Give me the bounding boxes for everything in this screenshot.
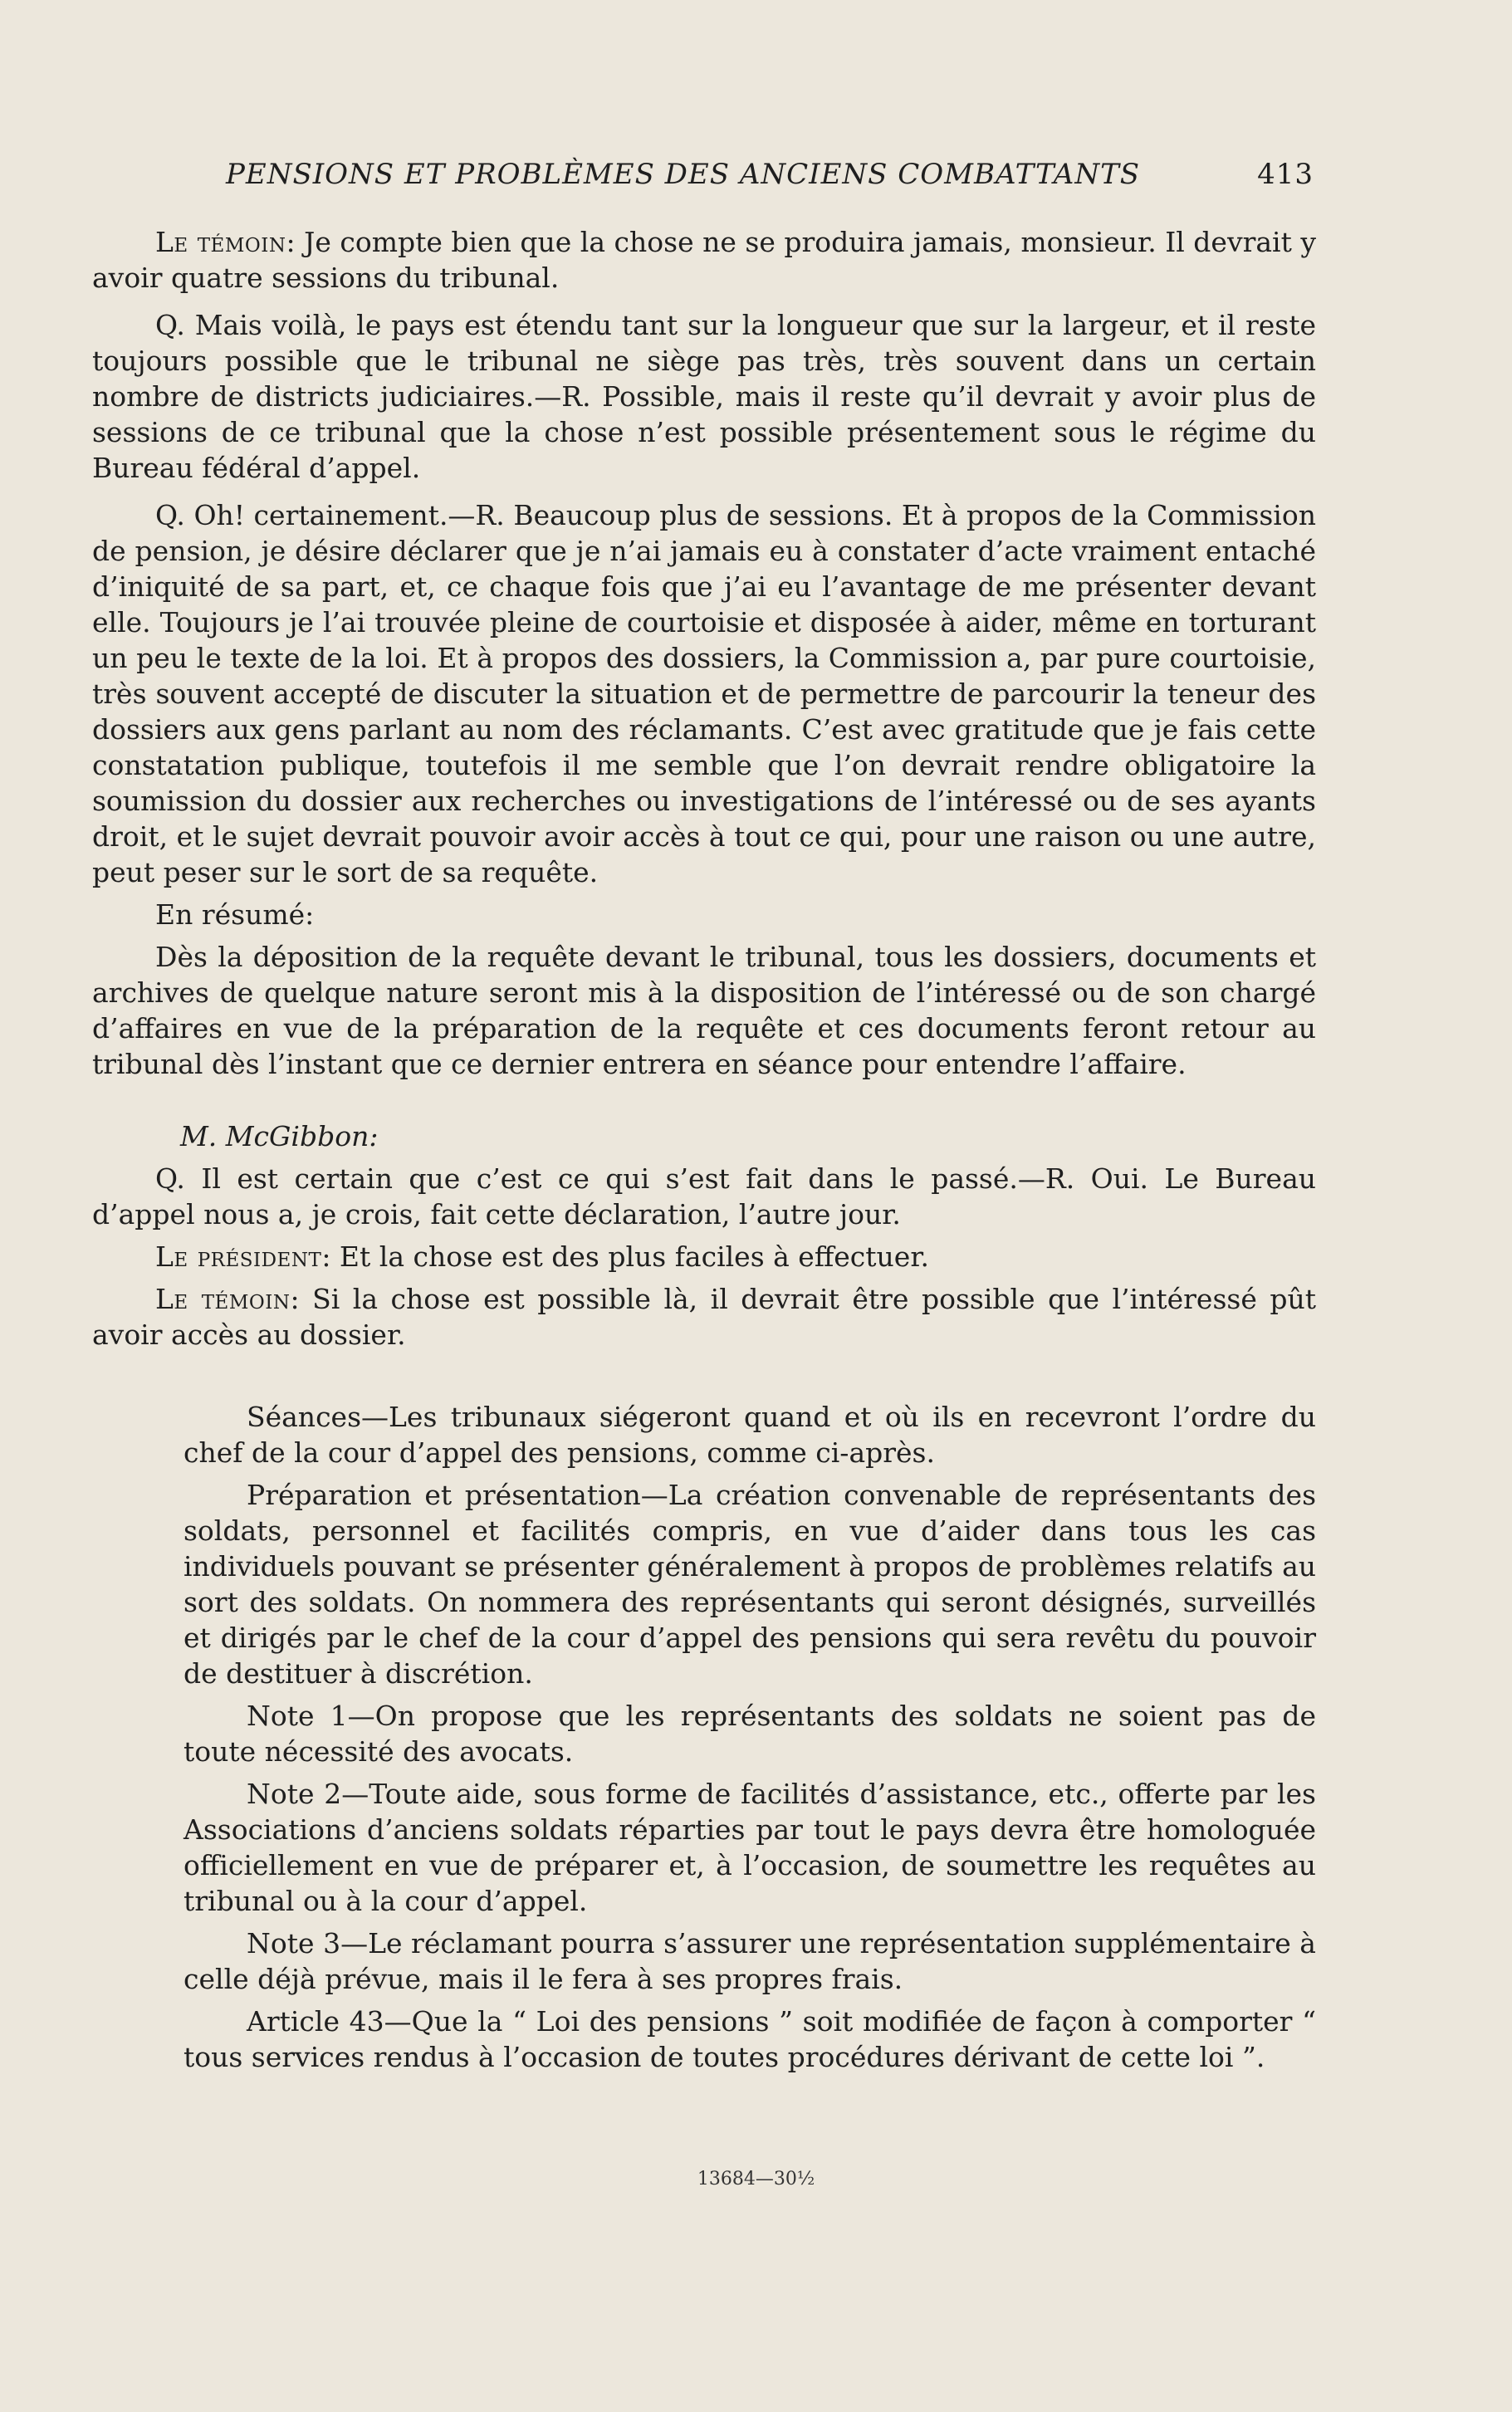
speaker-label: Le témoin: [155, 226, 286, 258]
page-header: [226, 158, 1314, 198]
quoted-paragraph: Séances—Les tribunaux siégeront quand et où ils en recevront l’ordre du chef de la cour d’appel des pensions, comme ci-après.: [183, 1401, 1316, 1469]
paragraph: Dès la déposition de la requête devant le tribunal, tous les dossiers, documents et archives de quelque nature seront mis à la disposition de l’intéressé ou de son chargé d’affaires en vue de la préparation de la requête et ces documents feront retour au tribunal dès l’instant que ce dernier entrera en séance pour entendre l’affaire.: [92, 941, 1316, 1080]
quoted-paragraph: Note 1—On propose que les représentants des soldats ne soient pas de toute nécessité des avocats.: [183, 1700, 1316, 1768]
quoted-proposal: [183, 1399, 1316, 2075]
paragraph: [92, 1281, 1316, 1353]
paragraph: [92, 1239, 1316, 1274]
running-title: PENSIONS ET PROBLÈMES DES ANCIENS COMBATTANTS: [226, 158, 1141, 191]
speaker-heading: M. McGibbon:: [180, 1120, 379, 1152]
page-footer-code: 13684—30½: [697, 2169, 815, 2189]
paragraph: Q. Mais voilà, le pays est étendu tant sur la longueur que sur la largeur, et il reste toujours possible que le tribunal ne siège pas très, très souvent dans un certain nombre de districts judiciaires.—R. Possible, mais il reste qu’il devrait y avoir plus de sessions de ce tribunal que la chose n’est possible présentement sous le régime du Bureau fédéral d’appel.: [92, 309, 1316, 484]
paragraph: En résumé:: [155, 898, 315, 931]
speaker-label: Le témoin: [155, 1283, 291, 1315]
quoted-paragraph: Article 43—Que la “ Loi des pensions ” soit modifiée de façon à comporter “ tous services rendus à l’occasion de toutes procédures dérivant de cette loi ”.: [183, 2005, 1316, 2073]
quoted-paragraph: Préparation et présentation—La création convenable de représentants des soldats, personnel et facilités compris, en vue d’aider dans tous les cas individuels pouvant se présenter généralement à propos de problèmes relatifs au sort des soldats. On nommera des représentants qui seront désignés, surveillés et dirigés par le chef de la cour d’appel des pensions qui sera revêtu du pouvoir de destituer à discrétion.: [183, 1479, 1316, 1690]
paragraph: Q. Oh! certainement.—R. Beaucoup plus de sessions. Et à propos de la Commission de pension, je désire déclarer que je n’ai jamais eu à constater d’acte vraiment entaché d’iniquité de sa part, et, ce chaque fois que j’ai eu l’avantage de me présenter devant elle. Toujours je l’ai trouvée pleine de courtoisie et disposée à aider, même en torturant un peu le texte de la loi. Et à propos des dossiers, la Commission a, par pure courtoisie, très souvent accepté de discuter la situation et de permettre de parcourir la teneur des dossiers aux gens parlant au nom des réclamants. C’est avec gratitude que je fais cette constatation publique, toutefois il me semble que l’on devrait rendre obligatoire la soumission du dossier aux recherches ou investigations de l’intéressé ou de ses ayants droit, et le sujet devrait pouvoir avoir accès à tout ce qui, pour une raison ou une autre, peut peser sur le sort de sa requête.: [92, 499, 1316, 888]
paragraph-text: : Et la chose est des plus faciles à effectuer.: [321, 1240, 929, 1273]
quoted-paragraph: Note 2—Toute aide, sous forme de facilités d’assistance, etc., offerte par les Associations d’anciens soldats réparties par tout le pays devra être homologuée officiellement en vue de préparer et, à l’occasion, de soumettre les requêtes au tribunal ou à la cour d’appel.: [183, 1778, 1316, 1917]
paragraph: Q. Il est certain que c’est ce qui s’est fait dans le passé.—R. Oui. Le Bureau d’appel nous a, je crois, fait cette déclaration, l’autre jour.: [92, 1162, 1316, 1230]
body-text: [92, 224, 1316, 2075]
page-number: 413: [1257, 158, 1314, 191]
paragraph: [92, 224, 1316, 296]
paragraph-text: : Si la chose est possible là, il devrait être possible que l’intéressé pût avoir accès au dossier.: [92, 1283, 1316, 1351]
speaker-label: Le président: [155, 1240, 322, 1273]
paragraph-text: : Je compte bien que la chose ne se produira jamais, monsieur. Il devrait y avoir quatre sessions du tribunal.: [92, 226, 1316, 294]
quoted-paragraph: Note 3—Le réclamant pourra s’assurer une représentation supplémentaire à celle déjà prévue, mais il le fera à ses propres frais.: [183, 1927, 1316, 1995]
